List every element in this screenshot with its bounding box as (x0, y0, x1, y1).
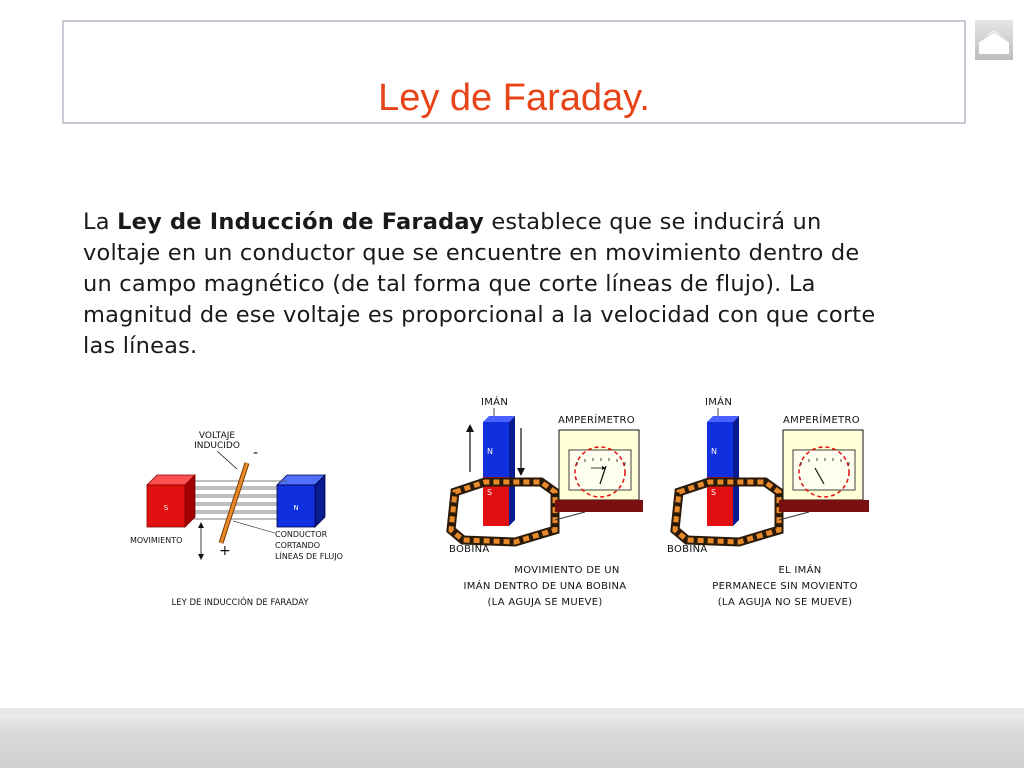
caption-right-1: EL IMÁN (778, 565, 822, 576)
caption-right-2: PERMANECE SIN MOVIENTO (712, 581, 858, 592)
magnet-n-block (277, 475, 325, 527)
home-icon[interactable] (975, 20, 1013, 60)
paragraph-line-3: un campo magnético (de tal forma que corte líneas de flujo). La (83, 271, 816, 297)
caption-left: LEY DE INDUCCIÓN DE FARADAY (171, 598, 309, 608)
label-lineas-flujo: LÍNEAS DE FLUJO (275, 552, 343, 561)
ammeter-2 (779, 430, 869, 512)
label-movimiento: MOVIMIENTO (130, 536, 183, 545)
caption-right-3: (LA AGUJA NO SE MUEVE) (717, 597, 853, 608)
pole-s-label-2: S (711, 488, 717, 497)
label-voltaje: VOLTAJE (198, 431, 236, 441)
label-amperimetro-2: AMPERÍMETRO (783, 415, 860, 426)
label-iman: IMÁN (481, 397, 509, 408)
ammeter (555, 430, 643, 512)
caption-middle-1: MOVIMIENTO DE UN (514, 565, 620, 576)
paragraph-line-1: La Ley de Inducción de Faraday establece que se inducirá un (83, 209, 822, 235)
magnet-s-block (147, 475, 195, 527)
label-inducido: INDUCIDO (194, 441, 240, 451)
caption-middle-2: IMÁN DENTRO DE UNA BOBINA (463, 581, 627, 592)
paragraph-line-5: las líneas. (83, 333, 198, 359)
paragraph-line-4: magnitud de ese voltaje es proporcional a la velocidad con que corte (83, 302, 876, 328)
figure-magnet-moving (445, 392, 645, 614)
pole-s-label: S (487, 488, 493, 497)
body-paragraph (83, 207, 983, 362)
footer-shine (0, 708, 1024, 714)
pole-n-label: N (487, 447, 493, 456)
figure-faraday-conductor (125, 425, 375, 615)
magnet-s-label: S (163, 504, 169, 512)
label-bobina: BOBINA (449, 544, 490, 555)
pole-n-label-2: N (711, 447, 717, 456)
paragraph-line-2: voltaje en un conductor que se encuentre en movimiento dentro de (83, 240, 860, 266)
figure-magnet-static (665, 392, 875, 614)
paragraph-bold-term: Ley de Inducción de Faraday (117, 209, 484, 235)
title-box (62, 20, 966, 124)
label-conductor: CONDUCTOR (275, 530, 328, 539)
plus-sign: + (219, 543, 231, 559)
magnet-vertical (483, 416, 515, 526)
label-iman-2: IMÁN (705, 397, 733, 408)
footer-bar (0, 708, 1024, 768)
minus-sign: - (253, 445, 259, 461)
magnet-n-label: N (293, 504, 299, 512)
magnet-vertical-2 (707, 416, 739, 526)
label-bobina-2: BOBINA (667, 544, 708, 555)
label-amperimetro: AMPERÍMETRO (558, 415, 635, 426)
caption-middle-3: (LA AGUJA SE MUEVE) (487, 597, 603, 608)
label-cortando: CORTANDO (275, 541, 321, 550)
slide-title: Ley de Faraday. (378, 77, 650, 119)
